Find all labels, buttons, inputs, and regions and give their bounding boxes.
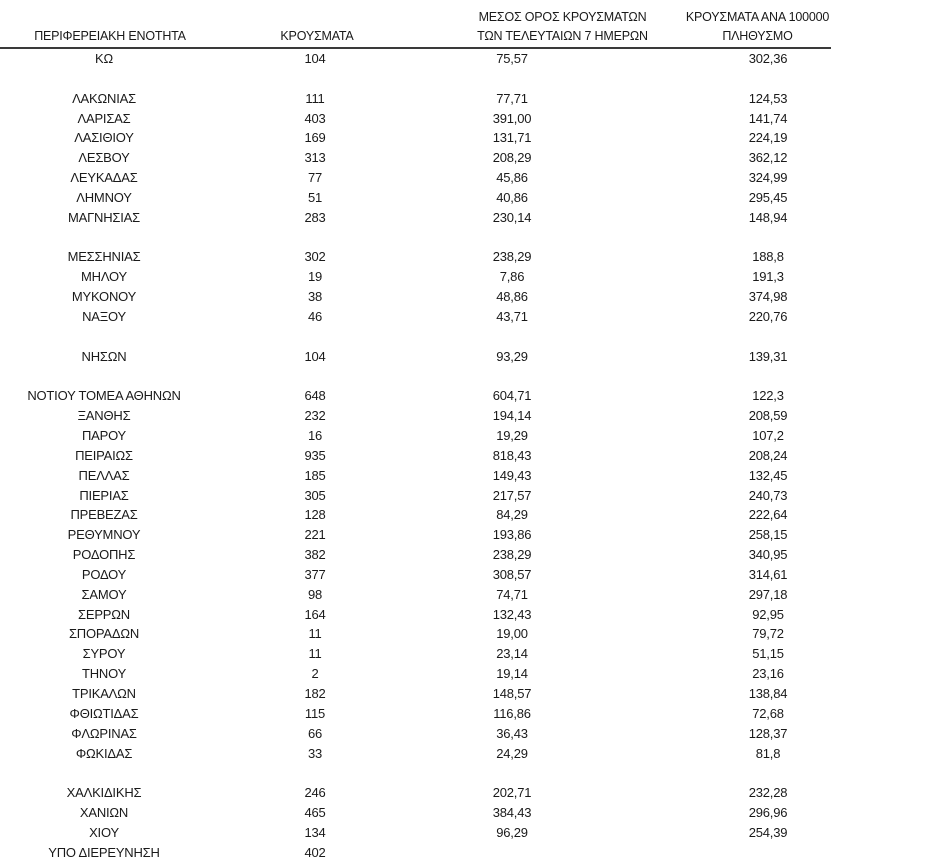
avg7-cell: 116,86 — [493, 705, 531, 721]
avg7-cell: 230,14 — [492, 209, 532, 225]
table-row — [0, 406, 831, 426]
cases-cell: 115 — [304, 705, 326, 721]
header-avg7 — [455, 8, 670, 46]
cases-cell: 232 — [304, 408, 326, 424]
avg7-cell: 7,86 — [499, 269, 525, 285]
cases-cell: 403 — [304, 110, 326, 126]
header-avg7-line2: ΤΩΝ ΤΕΛΕΥΤΑΙΩΝ 7 ΗΜΕΡΩΝ — [477, 29, 648, 43]
region-cell: ΧΙΟΥ — [89, 824, 119, 840]
table-row — [0, 466, 831, 486]
cases-cell: 2 — [311, 666, 319, 682]
region-cell: ΜΥΚΟΝΟΥ — [71, 289, 137, 305]
per100k-cell: 254,39 — [748, 824, 788, 840]
avg7-cell: 43,71 — [496, 308, 528, 324]
region-cell: ΠΕΛΛΑΣ — [78, 467, 130, 483]
region-cell: ΡΟΔΟΥ — [81, 566, 127, 582]
avg7-cell: 40,86 — [496, 189, 528, 205]
per100k-cell: 362,12 — [748, 150, 788, 166]
avg7-cell: 45,86 — [496, 170, 528, 186]
avg7-cell: 36,43 — [496, 725, 528, 741]
region-cell: ΜΑΓΝΗΣΙΑΣ — [68, 209, 140, 225]
table-row — [0, 605, 831, 625]
region-cell: ΠΡΕΒΕΖΑΣ — [70, 507, 138, 523]
cases-cell: 164 — [304, 606, 326, 622]
cases-cell: 134 — [304, 824, 326, 840]
table-row — [0, 545, 831, 565]
header-per100k — [650, 8, 865, 46]
table-row — [0, 89, 831, 109]
spacer-row — [0, 327, 831, 347]
cases-cell: 246 — [304, 785, 326, 801]
table-row — [0, 148, 831, 168]
table-row — [0, 168, 831, 188]
per100k-cell: 188,8 — [752, 249, 784, 265]
per100k-cell: 139,31 — [748, 348, 788, 364]
avg7-cell: 238,29 — [492, 249, 532, 265]
table-row — [0, 744, 831, 764]
cases-cell: 302 — [304, 249, 326, 265]
table-row — [0, 486, 831, 506]
table-row — [0, 624, 831, 644]
table-row — [0, 565, 831, 585]
avg7-cell: 308,57 — [492, 566, 532, 582]
region-cell: ΚΩ — [95, 51, 113, 66]
avg7-cell: 74,71 — [496, 586, 528, 602]
region-cell: ΥΠΟ ΔΙΕΡΕΥΝΗΣΗ — [48, 844, 160, 860]
avg7-cell: 48,86 — [496, 289, 528, 305]
region-cell: ΛΑΡΙΣΑΣ — [77, 110, 131, 126]
cases-cell: 221 — [304, 527, 326, 543]
cases-cell: 128 — [304, 507, 326, 523]
avg7-cell: 148,57 — [492, 686, 532, 701]
cases-cell: 98 — [307, 586, 323, 602]
spacer-row — [0, 367, 831, 387]
per100k-cell: 124,53 — [748, 90, 788, 106]
per100k-cell: 122,3 — [752, 388, 784, 404]
table-row — [0, 684, 831, 704]
avg7-cell: 193,86 — [492, 527, 532, 543]
avg7-cell: 19,29 — [496, 428, 528, 444]
region-cell: ΝΑΞΟΥ — [82, 308, 126, 324]
avg7-cell: 604,71 — [492, 388, 532, 404]
header-avg7-line1: ΜΕΣΟΣ ΟΡΟΣ ΚΡΟΥΣΜΑΤΩΝ — [478, 10, 647, 24]
table-row — [0, 823, 831, 843]
table-header — [0, 0, 831, 49]
region-cell: ΧΑΛΚΙΔΙΚΗΣ — [66, 785, 142, 801]
spacer-row — [0, 763, 831, 783]
cases-cell: 11 — [308, 646, 322, 662]
avg7-cell: 77,71 — [496, 90, 528, 106]
per100k-cell: 208,24 — [748, 447, 788, 463]
table-row — [0, 724, 831, 744]
cases-cell: 104 — [304, 348, 326, 364]
avg7-cell: 24,29 — [496, 745, 528, 761]
cases-cell: 382 — [304, 547, 326, 563]
region-cell: ΝΗΣΩΝ — [81, 348, 127, 364]
cases-cell: 402 — [304, 844, 326, 860]
per100k-cell: 232,28 — [748, 785, 788, 801]
cases-cell: 935 — [304, 447, 326, 463]
per100k-cell: 208,59 — [748, 408, 788, 424]
cases-cell: 66 — [307, 725, 323, 741]
per100k-cell: 148,94 — [748, 209, 788, 225]
table-row — [0, 386, 831, 406]
region-cell: ΤΡΙΚΑΛΩΝ — [72, 686, 136, 701]
per100k-cell: 374,98 — [748, 289, 788, 305]
table-row — [0, 188, 831, 208]
avg7-cell: 19,00 — [496, 626, 528, 642]
per100k-cell: 138,84 — [748, 686, 788, 701]
per100k-cell: 141,74 — [748, 110, 788, 126]
table-row — [0, 347, 831, 367]
avg7-cell: 96,29 — [496, 824, 528, 840]
table-row — [0, 446, 831, 466]
per100k-cell: 314,61 — [748, 566, 788, 582]
region-cell: ΤΗΝΟΥ — [81, 666, 127, 682]
table-row — [0, 525, 831, 545]
cases-cell: 19 — [307, 269, 323, 285]
per100k-cell: 340,95 — [748, 547, 788, 563]
avg7-cell: 217,57 — [492, 487, 532, 503]
region-cell: ΞΑΝΘΗΣ — [77, 408, 131, 424]
table-row — [0, 843, 831, 863]
spacer-row — [0, 228, 831, 248]
avg7-cell: 208,29 — [492, 150, 532, 166]
table-row — [0, 128, 831, 148]
header-cases-label: ΚΡΟΥΣΜΑΤΑ — [280, 29, 354, 43]
table-row — [0, 109, 831, 129]
table-row — [0, 585, 831, 605]
table-row — [0, 49, 831, 69]
region-cell: ΠΙΕΡΙΑΣ — [79, 487, 129, 503]
cases-cell: 46 — [307, 308, 323, 324]
avg7-cell: 202,71 — [492, 785, 532, 801]
per100k-cell: 132,45 — [748, 467, 788, 483]
cases-cell: 51 — [307, 189, 323, 205]
per100k-cell: 297,18 — [748, 586, 788, 602]
cases-cell: 77 — [307, 170, 323, 186]
region-cell: ΣΥΡΟΥ — [82, 646, 126, 662]
region-cell: ΣΑΜΟΥ — [81, 586, 127, 602]
region-cell: ΝΟΤΙΟΥ ΤΟΜΕΑ ΑΘΗΝΩΝ — [27, 388, 181, 404]
table-body — [0, 49, 831, 863]
per100k-cell: 295,45 — [748, 189, 788, 205]
cases-cell: 11 — [308, 626, 322, 642]
header-per100k-line1: ΚΡΟΥΣΜΑΤΑ ΑΝΑ 100000 — [685, 10, 830, 24]
table-row — [0, 208, 831, 228]
cases-cell: 104 — [304, 51, 326, 66]
region-cell: ΠΑΡΟΥ — [81, 428, 127, 444]
per100k-cell: 23,16 — [752, 666, 784, 682]
table-row — [0, 267, 831, 287]
per100k-cell: 92,95 — [752, 606, 784, 622]
table-row — [0, 307, 831, 327]
cases-cell: 313 — [304, 150, 326, 166]
per100k-cell: 258,15 — [748, 527, 788, 543]
header-region — [0, 27, 220, 46]
table-row — [0, 664, 831, 684]
table-row — [0, 704, 831, 724]
per100k-cell: 81,8 — [755, 745, 781, 761]
cases-cell: 38 — [307, 289, 323, 305]
avg7-cell: 818,43 — [492, 447, 532, 463]
cases-cell: 33 — [307, 745, 323, 761]
avg7-cell: 194,14 — [492, 408, 532, 424]
region-cell: ΣΕΡΡΩΝ — [78, 606, 130, 622]
region-cell: ΧΑΝΙΩΝ — [79, 805, 129, 821]
region-cell: ΜΗΛΟΥ — [81, 269, 127, 285]
table-row — [0, 505, 831, 525]
per100k-cell: 191,3 — [752, 269, 784, 285]
per100k-cell: 220,76 — [748, 308, 788, 324]
region-cell: ΛΑΚΩΝΙΑΣ — [72, 90, 136, 106]
table-row — [0, 287, 831, 307]
per100k-cell: 324,99 — [748, 170, 788, 186]
region-cell: ΠΕΙΡΑΙΩΣ — [75, 447, 133, 463]
cases-cell: 305 — [304, 487, 326, 503]
region-cell: ΛΕΣΒΟΥ — [78, 150, 130, 166]
per100k-cell: 79,72 — [752, 626, 784, 642]
region-cell: ΦΛΩΡΙΝΑΣ — [71, 725, 137, 741]
per100k-cell: 240,73 — [748, 487, 788, 503]
region-cell: ΦΘΙΩΤΙΔΑΣ — [69, 705, 139, 721]
per100k-cell: 224,19 — [748, 130, 788, 146]
table-row — [0, 644, 831, 664]
avg7-cell: 23,14 — [496, 646, 528, 662]
per100k-cell: 222,64 — [748, 507, 788, 523]
per100k-cell: 296,96 — [748, 805, 788, 821]
avg7-cell: 132,43 — [492, 606, 532, 622]
avg7-cell: 384,43 — [492, 805, 532, 821]
region-cell: ΜΕΣΣΗΝΙΑΣ — [67, 249, 141, 265]
region-cell: ΛΗΜΝΟΥ — [76, 189, 132, 205]
cases-cell: 465 — [304, 805, 326, 821]
per100k-cell: 72,68 — [752, 705, 784, 721]
cases-cell: 283 — [304, 209, 326, 225]
cases-cell: 169 — [304, 130, 326, 146]
cases-cell: 182 — [304, 686, 326, 701]
avg7-cell: 131,71 — [492, 130, 532, 146]
region-cell: ΦΩΚΙΔΑΣ — [75, 745, 133, 761]
table-row — [0, 803, 831, 823]
header-cases — [257, 27, 377, 46]
per100k-cell: 51,15 — [752, 646, 784, 662]
per100k-cell: 302,36 — [748, 51, 788, 66]
cases-cell: 648 — [304, 388, 326, 404]
avg7-cell: 149,43 — [492, 467, 532, 483]
region-cell: ΣΠΟΡΑΔΩΝ — [68, 626, 140, 642]
table-row — [0, 426, 831, 446]
per100k-cell: 128,37 — [748, 725, 788, 741]
cases-cell: 111 — [305, 90, 325, 106]
region-cell: ΛΕΥΚΑΔΑΣ — [70, 170, 138, 186]
avg7-cell: 391,00 — [492, 110, 532, 126]
header-region-label: ΠΕΡΙΦΕΡΕΙΑΚΗ ΕΝΟΤΗΤΑ — [34, 29, 186, 43]
per100k-cell: 107,2 — [752, 428, 784, 444]
cases-cell: 16 — [307, 428, 323, 444]
avg7-cell: 19,14 — [496, 666, 528, 682]
table-row — [0, 783, 831, 803]
region-cell: ΡΕΘΥΜΝΟΥ — [67, 527, 141, 543]
region-cell: ΡΟΔΟΠΗΣ — [72, 547, 136, 563]
avg7-cell: 93,29 — [496, 348, 528, 364]
header-per100k-line2: ΠΛΗΘΥΣΜΟ — [722, 29, 793, 43]
avg7-cell: 238,29 — [492, 547, 532, 563]
spacer-row — [0, 69, 831, 89]
region-cell: ΛΑΣΙΘΙΟΥ — [74, 130, 134, 146]
table-row — [0, 247, 831, 267]
avg7-cell: 75,57 — [496, 51, 528, 66]
cases-cell: 377 — [304, 566, 326, 582]
cases-cell: 185 — [304, 467, 326, 483]
avg7-cell: 84,29 — [496, 507, 528, 523]
